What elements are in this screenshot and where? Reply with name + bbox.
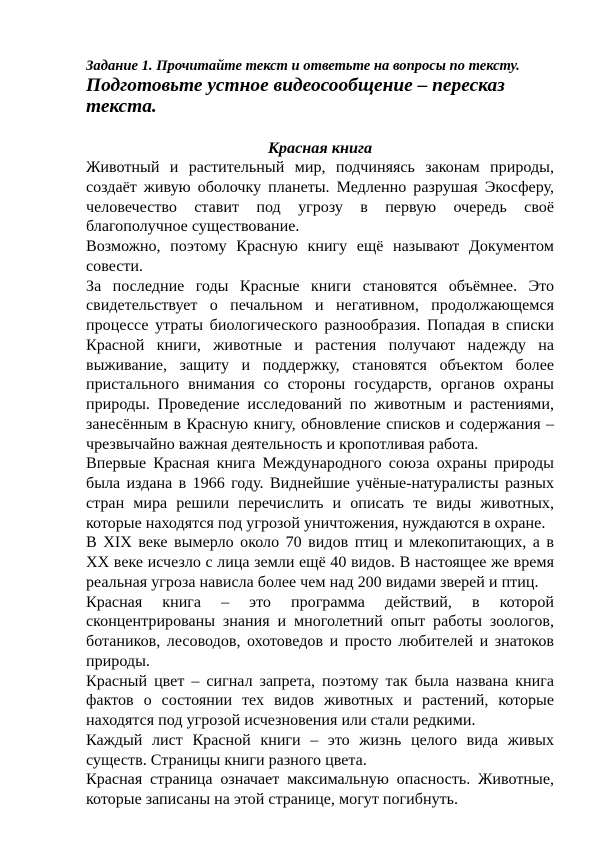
paragraph: Впервые Красная книга Международного союза охраны природы была издана в 1966 году. Виднейшие учёные-натуралисты разных стран мира решили перечислить и описать те виды животных, которые находятся под угрозой уничтожения, нуждаются в охране. <box>86 455 554 532</box>
paragraph: В XIX веке вымерло около 70 видов птиц и млекопитающих, а в XX веке исчезло с лица земли ещё 40 видов. В настоящее же время реальная угроза нависла более чем над 200 видами зверей и птиц. <box>86 534 554 591</box>
paragraph: Красная страница означает максимальную опасность. Животные, которые записаны на этой странице, могут погибнуть. <box>86 771 554 808</box>
paragraph: Возможно, поэтому Красную книгу ещё называют Документом совести. <box>86 238 554 275</box>
document-page <box>86 56 554 810</box>
task-instruction: Задание 1. Прочитайте текст и ответьте на вопросы по тексту. <box>86 58 520 74</box>
paragraph: Каждый лист Красной книги – это жизнь целого вида живых существ. Страницы книги разного цвета. <box>86 731 554 769</box>
paragraph: За последние годы Красные книги становятся объёмнее. Это свидетельствует о печальном и негативном, продолжающемся процессе утраты биологического разнообразия. Попадая в списки Красной книги, животные и растения получают надежду на выживание, защиту и поддержку, становятся объектом более пристального внимания со стороны государств, органов охраны природы. Проведение исследований по животным и растениями, занесённым в Красную книгу, обновление списков и содержания – чрезвычайно важная деятельность и кропотливая работа. <box>86 277 554 453</box>
paragraph: Красный цвет – сигнал запрета, поэтому так была названа книга фактов о состоянии тех видов животных и растений, которые находятся под угрозой исчезновения или стали редкими. <box>86 672 554 729</box>
paragraph: Животный и растительный мир, подчиняясь законам природы, создаёт живую оболочку планеты. Медленно разрушая Экосферу, человечество ставит под угрозу в первую очередь своё благополучное существование. <box>86 159 554 236</box>
task-heading <box>86 56 554 118</box>
task-assignment: Подготовьте устное видеосообщение – пересказ текста. <box>86 75 505 117</box>
paragraph: Красная книга – это программа действий, в которой сконцентрированы знания и многолетний опыт работы зоологов, ботаников, лесоводов, охотоведов и просто любителей и знатоков природы. <box>86 593 554 670</box>
text-title: Красная книга <box>267 139 373 157</box>
